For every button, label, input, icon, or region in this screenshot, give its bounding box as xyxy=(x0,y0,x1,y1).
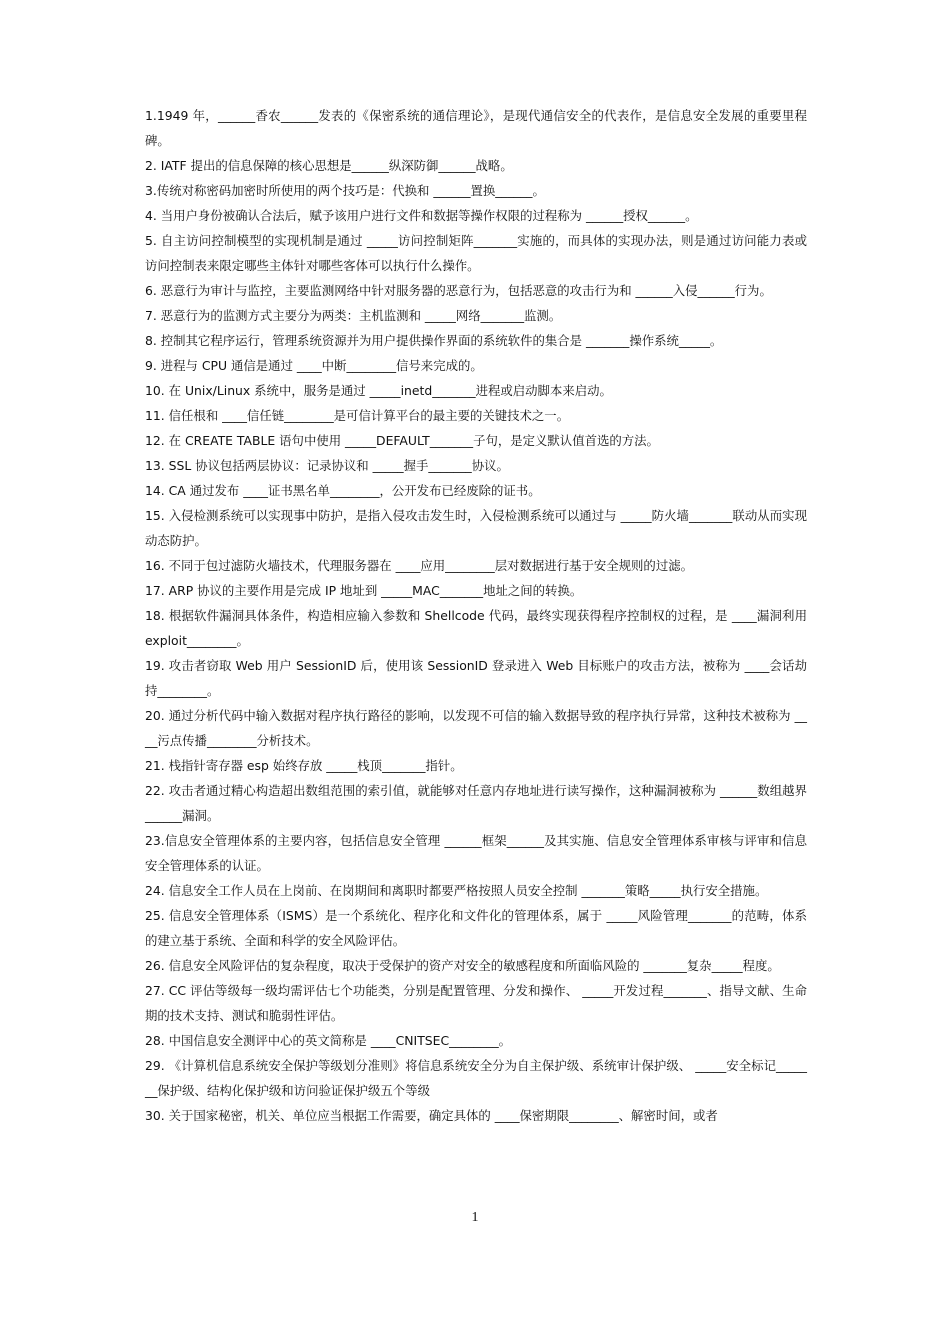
question-item: 5. 自主访问控制模型的实现机制是通过 _____访问控制矩阵_______实施的，而具体的实现办法，则是通过访问能力表或访问控制表来限定哪些主体针对哪些客体可以执行什么操作。 xyxy=(145,233,807,273)
question-item: 24. 信息安全工作人员在上岗前、在岗期间和离职时都要严格按照人员安全控制 _______策略_____执行安全措施。 xyxy=(145,883,768,898)
question-item: 8. 控制其它程序运行，管理系统资源并为用户提供操作界面的系统软件的集合是 _______操作系统_____。 xyxy=(145,333,723,348)
question-item: 1.1949 年，______香农______发表的《保密系统的通信理论》，是现代通信安全的代表作，是信息安全发展的重要里程碑。 xyxy=(145,108,807,148)
question-item: 12. 在 CREATE TABLE 语句中使用 _____DEFAULT_______子句，是定义默认值首选的方法。 xyxy=(145,433,659,448)
question-item: 22. 攻击者通过精心构造超出数组范围的索引值，就能够对任意内存地址进行读写操作，这种漏洞被称为 ______数组越界______漏洞。 xyxy=(145,783,807,823)
question-item: 27. CC 评估等级每一级均需评估七个功能类，分别是配置管理、分发和操作、 _____开发过程_______、指导文献、生命期的技术支持、测试和脆弱性评估。 xyxy=(145,983,807,1023)
question-item: 11. 信任根和 ____信任链________是可信计算平台的最主要的关键技术之一。 xyxy=(145,408,570,423)
question-item: 17. ARP 协议的主要作用是完成 IP 地址到 _____MAC_______地址之间的转换。 xyxy=(145,583,583,598)
question-item: 4. 当用户身份被确认合法后，赋予该用户进行文件和数据等操作权限的过程称为 ______授权______。 xyxy=(145,208,698,223)
question-item: 15. 入侵检测系统可以实现事中防护，是指入侵攻击发生时，入侵检测系统可以通过与 _____防火墙_______联动从而实现动态防护。 xyxy=(145,508,807,548)
question-item: 19. 攻击者窃取 Web 用户 SessionID 后，使用该 SessionID 登录进入 Web 目标账户的攻击方法，被称为 ____会话劫持________。 xyxy=(145,658,807,698)
question-item: 28. 中国信息安全测评中心的英文简称是 ____CNITSEC________。 xyxy=(145,1033,512,1048)
question-item: 29. 《计算机信息系统安全保护等级划分准则》将信息系统安全分为自主保护级、系统审计保护级、 _____安全标记_______保护级、结构化保护级和访问验证保护级五个等级 xyxy=(145,1058,807,1098)
question-item: 23.信息安全管理体系的主要内容，包括信息安全管理 ______框架______及其实施、信息安全管理体系审核与评审和信息安全管理体系的认证。 xyxy=(145,833,807,873)
question-list xyxy=(145,103,807,1128)
question-item: 14. CA 通过发布 ____证书黑名单________，公开发布已经废除的证书。 xyxy=(145,483,541,498)
question-item: 18. 根据软件漏洞具体条件，构造相应输入参数和 Shellcode 代码，最终实现获得程序控制权的过程，是 ____漏洞利用 exploit________。 xyxy=(145,608,807,648)
page-number: 1 xyxy=(471,1210,479,1225)
question-item: 26. 信息安全风险评估的复杂程度，取决于受保护的资产对安全的敏感程度和所面临风险的 _______复杂_____程度。 xyxy=(145,958,780,973)
question-item: 25. 信息安全管理体系（ISMS）是一个系统化、程序化和文件化的管理体系，属于 _____风险管理_______的范畴，体系的建立基于系统、全面和科学的安全风险评估。 xyxy=(145,908,807,948)
question-item: 6. 恶意行为审计与监控，主要监测网络中针对服务器的恶意行为，包括恶意的攻击行为和 ______入侵______行为。 xyxy=(145,283,772,298)
question-item: 2. IATF 提出的信息保障的核心思想是______纵深防御______战略。 xyxy=(145,158,513,173)
question-item: 7. 恶意行为的监测方式主要分为两类：主机监测和 _____网络_______监测。 xyxy=(145,308,562,323)
question-item: 21. 栈指针寄存器 esp 始终存放 _____栈顶_______指针。 xyxy=(145,758,463,773)
question-item: 20. 通过分析代码中输入数据对程序执行路径的影响，以发现不可信的输入数据导致的程序执行异常，这种技术被称为 ____污点传播________分析技术。 xyxy=(145,708,807,748)
question-item: 13. SSL 协议包括两层协议：记录协议和 _____握手_______协议。 xyxy=(145,458,509,473)
question-item: 3.传统对称密码加密时所使用的两个技巧是：代换和 ______置换______。 xyxy=(145,183,545,198)
question-item: 16. 不同于包过滤防火墙技术，代理服务器在 ____应用________层对数据进行基于安全规则的过滤。 xyxy=(145,558,693,573)
question-item: 9. 进程与 CPU 通信是通过 ____中断________信号来完成的。 xyxy=(145,358,483,373)
question-item: 30. 关于国家秘密，机关、单位应当根据工作需要，确定具体的 ____保密期限________、解密时间，或者 xyxy=(145,1108,718,1123)
question-item: 10. 在 Unix/Linux 系统中，服务是通过 _____inetd_______进程或启动脚本来启动。 xyxy=(145,383,612,398)
